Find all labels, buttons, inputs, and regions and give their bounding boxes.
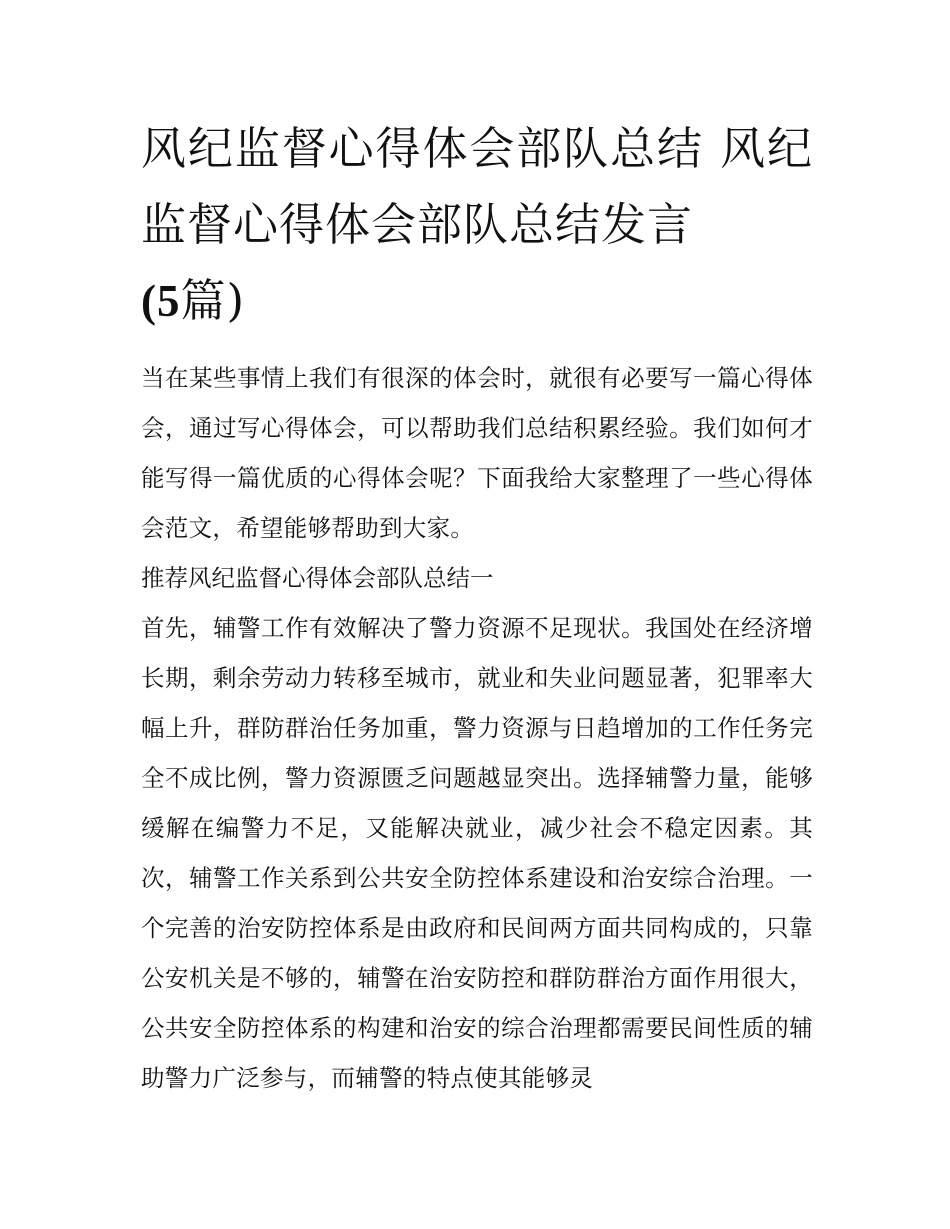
intro-paragraph: 当在某些事情上我们有很深的体会时，就很有必要写一篇心得体会，通过写心得体会，可以帮助我们总结积累经验。我们如何才能写得一篇优质的心得体会呢？下面我给大家整理了一些心得体会范文，希望能够帮助到大家。 — [141, 364, 813, 542]
body-paragraph: 首先，辅警工作有效解决了警力资源不足现状。我国处在经济增长期，剩余劳动力转移至城市，就业和失业问题显著，犯罪率大幅上升，群防群治任务加重，警力资源与日趋增加的工作任务完全不成比例，警力资源匮乏问题越显突出。选择辅警力量，能够缓解在编警力不足，又能解决就业，减少社会不稳定因素。其次，辅警工作关系到公共安全防控体系建设和治安综合治理。一个完善的治安防控体系是由政府和民间两方面共同构成的，只靠公安机关是不够的，辅警在治安防控和群防群治方面作用很大，公共安全防控体系的构建和治安的综合治理都需要民间性质的辅助警力广泛参与，而辅警的特点使其能够灵 — [141, 614, 813, 1092]
document-title — [141, 111, 813, 339]
title-count-unit: 篇) — [180, 274, 246, 327]
title-main: 风纪监督心得体会部队总结 风纪监督心得体会部队总结发言 — [141, 122, 813, 251]
section-heading: 推荐风纪监督心得体会部队总结一 — [141, 564, 494, 592]
document-page — [141, 111, 813, 1103]
title-count: (5 — [141, 276, 181, 326]
